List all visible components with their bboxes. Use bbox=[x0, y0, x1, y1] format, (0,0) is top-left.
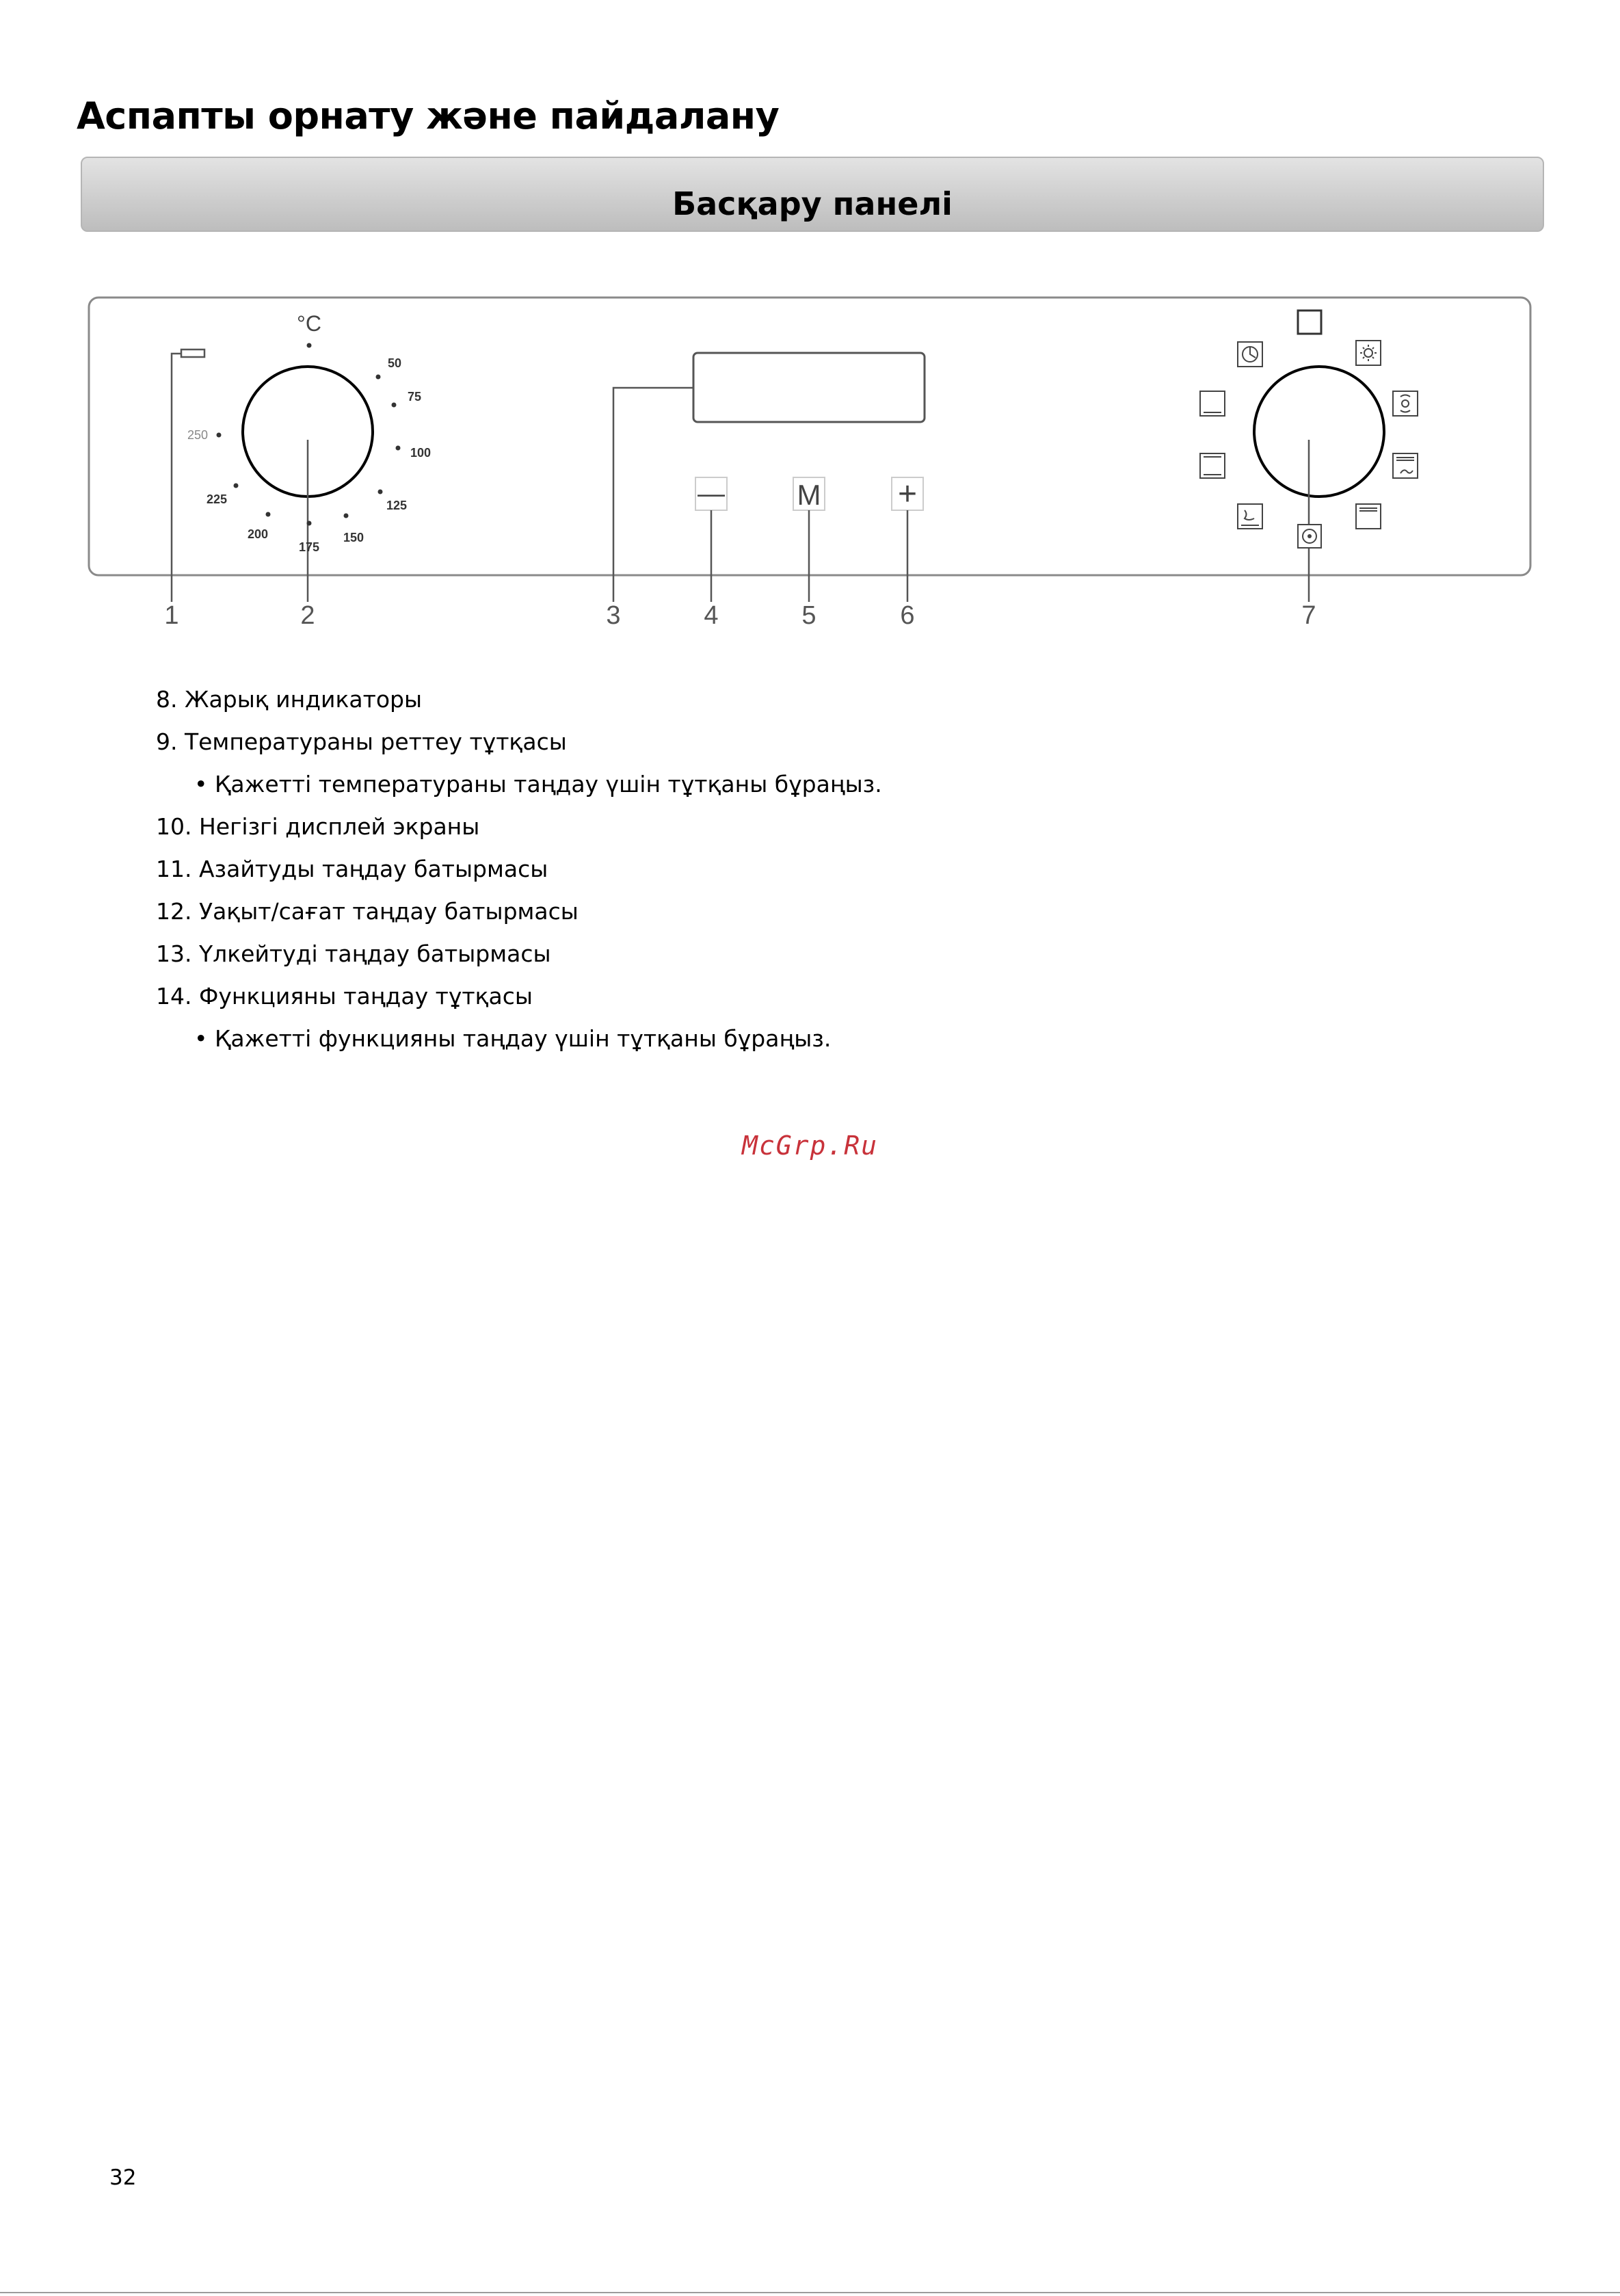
list-subitem: • Қажетті температураны таңдау үшін тұтқаны бұраңыз. bbox=[194, 771, 882, 797]
function-knob[interactable] bbox=[1254, 367, 1384, 497]
mark-dot-175 bbox=[307, 521, 312, 526]
mode-button-label: M bbox=[797, 479, 821, 511]
temp-label-50: 50 bbox=[388, 356, 402, 370]
callout-3: 3 bbox=[606, 601, 621, 630]
footer-rule bbox=[0, 2292, 1620, 2293]
list-item: 9. Температураны реттеу тұтқасы bbox=[156, 728, 567, 755]
fan-assisted-icon bbox=[1393, 391, 1418, 416]
indicator-light bbox=[181, 349, 204, 357]
mark-dot-225 bbox=[234, 484, 239, 488]
legend-list bbox=[156, 678, 882, 1060]
list-item: 14. Функцияны таңдау тұтқасы bbox=[156, 983, 533, 1010]
leader-line-1 bbox=[172, 354, 181, 602]
page-title: Аспапты орнату және пайдалану bbox=[77, 94, 780, 137]
mark-dot-200 bbox=[266, 512, 271, 517]
display-screen bbox=[693, 353, 925, 422]
fan-defrost-icon bbox=[1238, 342, 1262, 367]
off-icon bbox=[1298, 311, 1321, 334]
callout-7: 7 bbox=[1301, 601, 1316, 630]
mark-dot-150 bbox=[344, 514, 349, 518]
plus-button-label: + bbox=[897, 476, 918, 512]
callout-4: 4 bbox=[704, 601, 719, 630]
temp-label-75: 75 bbox=[408, 390, 422, 404]
callout-5: 5 bbox=[801, 601, 816, 630]
temperature-unit: °C bbox=[297, 311, 321, 336]
temp-label-250: 250 bbox=[187, 428, 209, 442]
watermark: McGrp.Ru bbox=[741, 1131, 879, 1161]
temp-label-150: 150 bbox=[343, 531, 364, 544]
section-title: Басқару панелі bbox=[672, 185, 953, 222]
bottom-heat-fan-icon bbox=[1238, 504, 1262, 529]
mark-dot-top bbox=[307, 343, 312, 348]
list-item: 12. Уақыт/сағат таңдау батырмасы bbox=[156, 898, 579, 925]
top-bottom-heat-icon bbox=[1200, 453, 1225, 478]
minus-button-label: — bbox=[698, 479, 725, 509]
temp-label-175: 175 bbox=[299, 540, 320, 554]
page-number: 32 bbox=[109, 2165, 137, 2190]
fan-grill-icon bbox=[1393, 453, 1418, 478]
control-panel-diagram bbox=[0, 0, 1620, 657]
callout-1: 1 bbox=[164, 601, 179, 630]
callout-2: 2 bbox=[300, 601, 315, 630]
leader-line-3 bbox=[613, 388, 693, 602]
callout-6: 6 bbox=[900, 601, 915, 630]
list-item: 11. Азайтуды таңдау батырмасы bbox=[156, 856, 548, 882]
temp-label-200: 200 bbox=[248, 527, 269, 541]
conventional-icon bbox=[1200, 391, 1225, 416]
temp-label-125: 125 bbox=[386, 499, 408, 512]
list-item: 8. Жарық индикаторы bbox=[156, 686, 423, 713]
list-item: 13. Үлкейтуді таңдау батырмасы bbox=[156, 940, 551, 967]
fan-bake-icon bbox=[1298, 525, 1321, 548]
top-heat-icon bbox=[1356, 504, 1381, 529]
light-icon bbox=[1356, 341, 1381, 365]
mark-dot-75 bbox=[392, 403, 397, 408]
list-subitem: • Қажетті функцияны таңдау үшін тұтқаны бұраңыз. bbox=[194, 1025, 832, 1052]
mark-dot-250 bbox=[217, 433, 222, 438]
mark-dot-125 bbox=[378, 490, 383, 494]
temp-label-100: 100 bbox=[410, 446, 431, 460]
mark-dot-50 bbox=[376, 375, 381, 380]
list-item: 10. Негізгі дисплей экраны bbox=[156, 813, 480, 840]
mark-dot-100 bbox=[396, 446, 401, 451]
temp-label-225: 225 bbox=[207, 492, 228, 506]
